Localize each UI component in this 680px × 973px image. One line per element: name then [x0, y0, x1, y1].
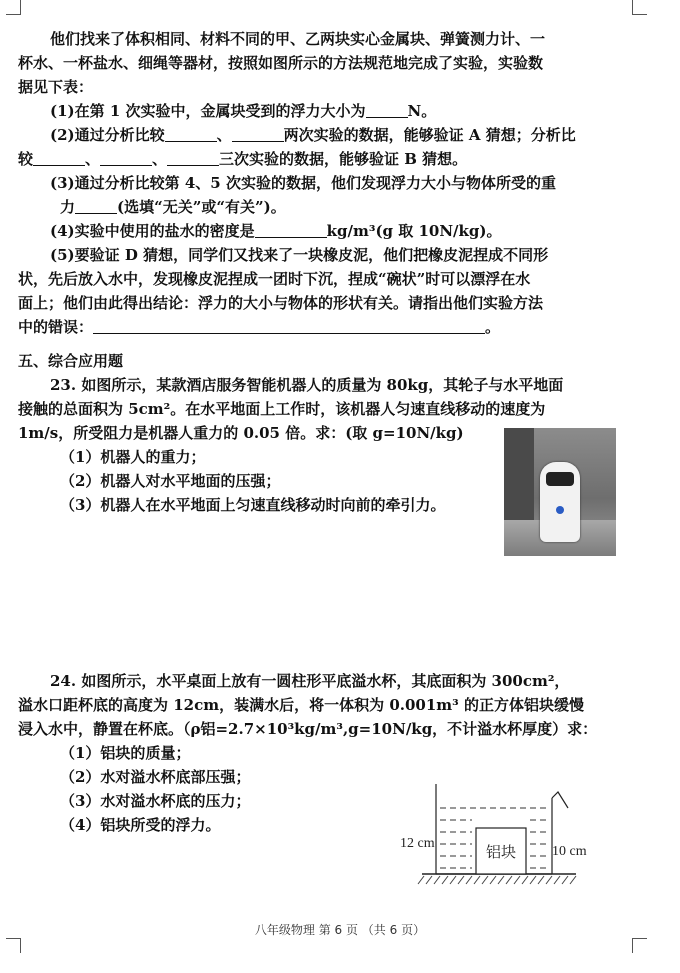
question-5-line-4: [18, 316, 638, 338]
question-3-text: 力: [60, 198, 76, 216]
question-5-text: 中的错误：: [18, 318, 94, 336]
question-1-unit: N。: [407, 102, 437, 120]
question-2-line-1: [50, 124, 670, 146]
question-24-line-1: 24. 如图所示，水平桌面上放有一圆柱形平底溢水杯，其底面积为 300cm²，: [50, 672, 570, 690]
crop-mark-bottom-left: [6, 938, 21, 953]
question-4-unit: kg/m³(g 取 10N/kg)。: [326, 222, 502, 240]
question-23-line-1: 23. 如图所示，某款酒店服务智能机器人的质量为 80kg，其轮子与水平地面: [50, 376, 564, 394]
answer-blank[interactable]: [167, 149, 219, 166]
height-label-12cm: 12 cm: [400, 836, 435, 851]
answer-blank[interactable]: [232, 125, 284, 142]
question-24-item-1: （1）铝块的质量；: [60, 744, 191, 762]
question-2-text: 三次实验的数据，能够验证 B 猜想。: [219, 150, 468, 168]
answer-blank[interactable]: [93, 317, 485, 334]
answer-blank[interactable]: [100, 149, 152, 166]
answer-blank[interactable]: [33, 149, 85, 166]
question-3-line-1: (3)通过分析比较第 4、5 次实验的数据，他们发现浮力大小与物体所受的重: [50, 174, 556, 192]
intro-line-1: 他们找来了体积相同、材料不同的甲、乙两块实心金属块、弹簧测力计、一: [50, 30, 546, 48]
question-2-line-2: [18, 148, 638, 170]
answer-blank[interactable]: [366, 101, 408, 118]
question-23-item-1: （1）机器人的重力；: [60, 448, 206, 466]
separator: 、: [85, 150, 101, 168]
separator: 、: [152, 150, 168, 168]
question-23-line-2: 接触的总面积为 5cm²。在水平地面上工作时，该机器人匀速直线移动的速度为: [18, 400, 546, 418]
crop-mark-bottom-right: [632, 938, 647, 953]
crop-mark-top-right: [632, 0, 647, 15]
question-5-line-2: 状，先后放入水中，发现橡皮泥捏成一团时下沉，捏成“碗状”时可以漂浮在水: [18, 270, 531, 288]
separator: 、: [216, 126, 232, 144]
question-1-text: (1)在第 1 次实验中，金属块受到的浮力大小为: [50, 102, 366, 120]
question-5-end: 。: [485, 318, 501, 336]
answer-blank[interactable]: [255, 221, 327, 238]
page-footer: 八年级物理 第 6 页 （共 6 页）: [254, 923, 426, 937]
question-2-text: 两次实验的数据，能够验证 A 猜想；分析比: [283, 126, 576, 144]
answer-blank[interactable]: [165, 125, 217, 142]
question-2-text: 较: [18, 150, 34, 168]
question-4: [50, 220, 670, 242]
height-label-10cm: 10 cm: [552, 844, 587, 859]
question-3-line-2: [60, 196, 680, 218]
crop-mark-top-left: [6, 0, 21, 15]
question-24-line-2: 溢水口距杯底的高度为 12cm，装满水后，将一体积为 0.001m³ 的正方体铝块缓慢: [18, 696, 584, 714]
robot-photo: [504, 428, 616, 556]
question-4-text: (4)实验中使用的盐水的密度是: [50, 222, 255, 240]
question-23-item-2: （2）机器人对水平地面的压强；: [60, 472, 281, 490]
question-24-line-3: 浸入水中，静置在杯底。（ρ铝=2.7×10³kg/m³,g=10N/kg，不计溢水杯厚度）求：: [18, 720, 598, 738]
question-2-text: (2)通过分析比较: [50, 126, 165, 144]
section-title: 五、综合应用题: [18, 352, 124, 370]
question-24-item-4: （4）铝块所受的浮力。: [60, 816, 221, 834]
question-5-line-1: (5)要验证 D 猜想，同学们又找来了一块橡皮泥，他们把橡皮泥捏成不同形: [50, 246, 549, 264]
question-3-text: (选填“无关”或“有关”)。: [117, 198, 286, 216]
question-5-line-3: 面上；他们由此得出结论：浮力的大小与物体的形状有关。请指出他们实验方法: [18, 294, 544, 312]
answer-blank[interactable]: [75, 197, 117, 214]
block-label: 铝块: [485, 843, 517, 861]
question-23-item-3: （3）机器人在水平地面上匀速直线移动时向前的牵引力。: [60, 496, 446, 514]
intro-line-2: 杯水、一杯盐水、细绳等器材，按照如图所示的方法规范地完成了实验，实验数: [18, 54, 544, 72]
question-23-line-3: 1m/s，所受阻力是机器人重力的 0.05 倍。求：(取 g=10N/kg): [18, 424, 464, 442]
question-24-item-3: （3）水对溢水杯底的压力；: [60, 792, 251, 810]
overflow-cup-diagram: [392, 770, 608, 888]
intro-line-3: 据见下表：: [18, 78, 94, 96]
question-24-item-2: （2）水对溢水杯底部压强；: [60, 768, 251, 786]
question-1: [50, 100, 670, 122]
